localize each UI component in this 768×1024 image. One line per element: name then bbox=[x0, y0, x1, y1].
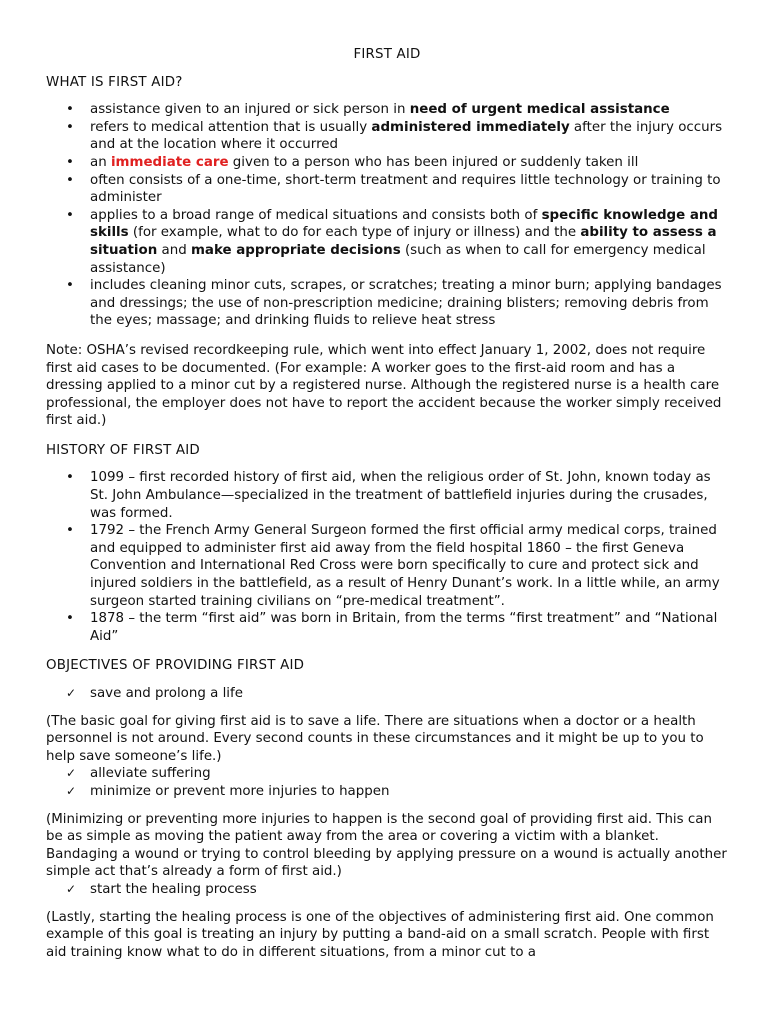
checklist-item: ✓ alleviate suffering bbox=[46, 765, 728, 783]
objective-paragraph: (The basic goal for giving first aid is to save a life. There are situations when a doctor or a health personnel is not around. Every second counts in these circumstances and it might be up to you to help save someone’s life.) bbox=[46, 713, 704, 764]
text-span: (for example, what to do for each type of injury or illness) and the bbox=[128, 225, 581, 241]
text-span: after the injury occurs and at the location where it occurred bbox=[90, 119, 723, 153]
checklist-item: ✓ start the healing process bbox=[46, 881, 728, 899]
list-item: • 1792 – the French Army General Surgeon formed the first official army medical corps, trained and equipped to administer first aid away from the field hospital 1860 – the first Geneva Convention and International Red Cross were born specifically to cure and protect sick and injured soldiers in the battlefield, as a result of Henry Dunant’s work. In a little while, an army surgeon started training civilians on “pre-medical treatment”. bbox=[46, 522, 728, 610]
text-span: often consists of a one-time, short-term treatment and requires little technology or training to administer bbox=[90, 172, 721, 206]
text-span: given to a person who has been injured or suddenly taken ill bbox=[228, 154, 639, 170]
text-span: an bbox=[90, 154, 111, 170]
text-span: (such as when to call for emergency medical assistance) bbox=[90, 242, 706, 276]
bold-phrase: make appropriate decisions bbox=[190, 242, 401, 258]
checklist-item: ✓ save and prolong a life bbox=[46, 685, 728, 703]
checklist-item: ✓ minimize or prevent more injuries to happen bbox=[46, 783, 728, 801]
section-heading-history: HISTORY OF FIRST AID bbox=[46, 442, 200, 458]
section-heading-objectives: OBJECTIVES OF PROVIDING FIRST AID bbox=[46, 658, 305, 674]
list-item bbox=[46, 101, 728, 119]
list-item: • 1878 – the term “first aid” was born in Britain, from the terms “first treatment” and “National Aid” bbox=[46, 610, 728, 645]
text-span: includes cleaning minor cuts, scrapes, or scratches; treating a minor burn; applying bandages and dressings; the use of non-prescription medicine; draining blisters; removing debris from the eyes; massage; and drinking fluids to relieve heat stress bbox=[90, 278, 722, 329]
bold-phrase: administered immediately bbox=[371, 119, 570, 135]
section-heading-what-is-first-aid: WHAT IS FIRST AID? bbox=[46, 74, 183, 90]
osha-note: Note: OSHA’s revised recordkeeping rule, which went into effect January 1, 2002, does not require first aid cases to be documented. (For example: A worker goes to the first-aid room and has a dressing applied to a minor cut by a registered nurse. Although the registered nurse is a health care professional, the employer does not have to report the accident because the worker simply received first aid.) bbox=[46, 342, 722, 429]
document-title: FIRST AID bbox=[353, 47, 421, 62]
objective-paragraph: (Minimizing or preventing more injuries to happen is the second goal of providing first aid. This can be as simple as moving the patient away from the area or covering a victim with a blanket. Bandaging a wound or trying to control bleeding by applying pressure on a wound is actually another simple act that’s already a form of first aid.) bbox=[46, 811, 727, 880]
bold-phrase: specific knowledge and skills bbox=[90, 207, 719, 241]
text-span: and bbox=[157, 242, 191, 258]
objective-paragraph: (Lastly, starting the healing process is one of the objectives of administering first aid. One common example of this goal is treating an injury by putting a band-aid on a small scratch. People with first aid training know what to do in different situations, from a minor cut to a bbox=[46, 909, 714, 960]
history-list bbox=[46, 469, 728, 645]
objectives-list-2 bbox=[46, 765, 728, 800]
bold-phrase: need of urgent medical assistance bbox=[409, 102, 670, 118]
objectives-list-1 bbox=[46, 685, 728, 703]
text-span: assistance given to an injured or sick person in bbox=[90, 102, 410, 118]
text-span: applies to a broad range of medical situations and consists both of bbox=[90, 207, 542, 223]
list-item bbox=[46, 154, 728, 172]
text-span: refers to medical attention that is usually bbox=[90, 119, 372, 135]
highlighted-phrase: immediate care bbox=[110, 154, 229, 170]
list-item: • 1099 – first recorded history of first aid, when the religious order of St. John, known today as St. John Ambulance—specialized in the treatment of battlefield injuries during the crusades, was formed. bbox=[46, 469, 728, 522]
list-item bbox=[46, 119, 728, 154]
list-item bbox=[46, 207, 728, 277]
bold-phrase: ability to assess a situation bbox=[90, 225, 717, 258]
list-item bbox=[46, 277, 728, 330]
definition-list bbox=[46, 101, 728, 330]
list-item bbox=[46, 172, 728, 207]
objectives-list-3 bbox=[46, 881, 728, 899]
